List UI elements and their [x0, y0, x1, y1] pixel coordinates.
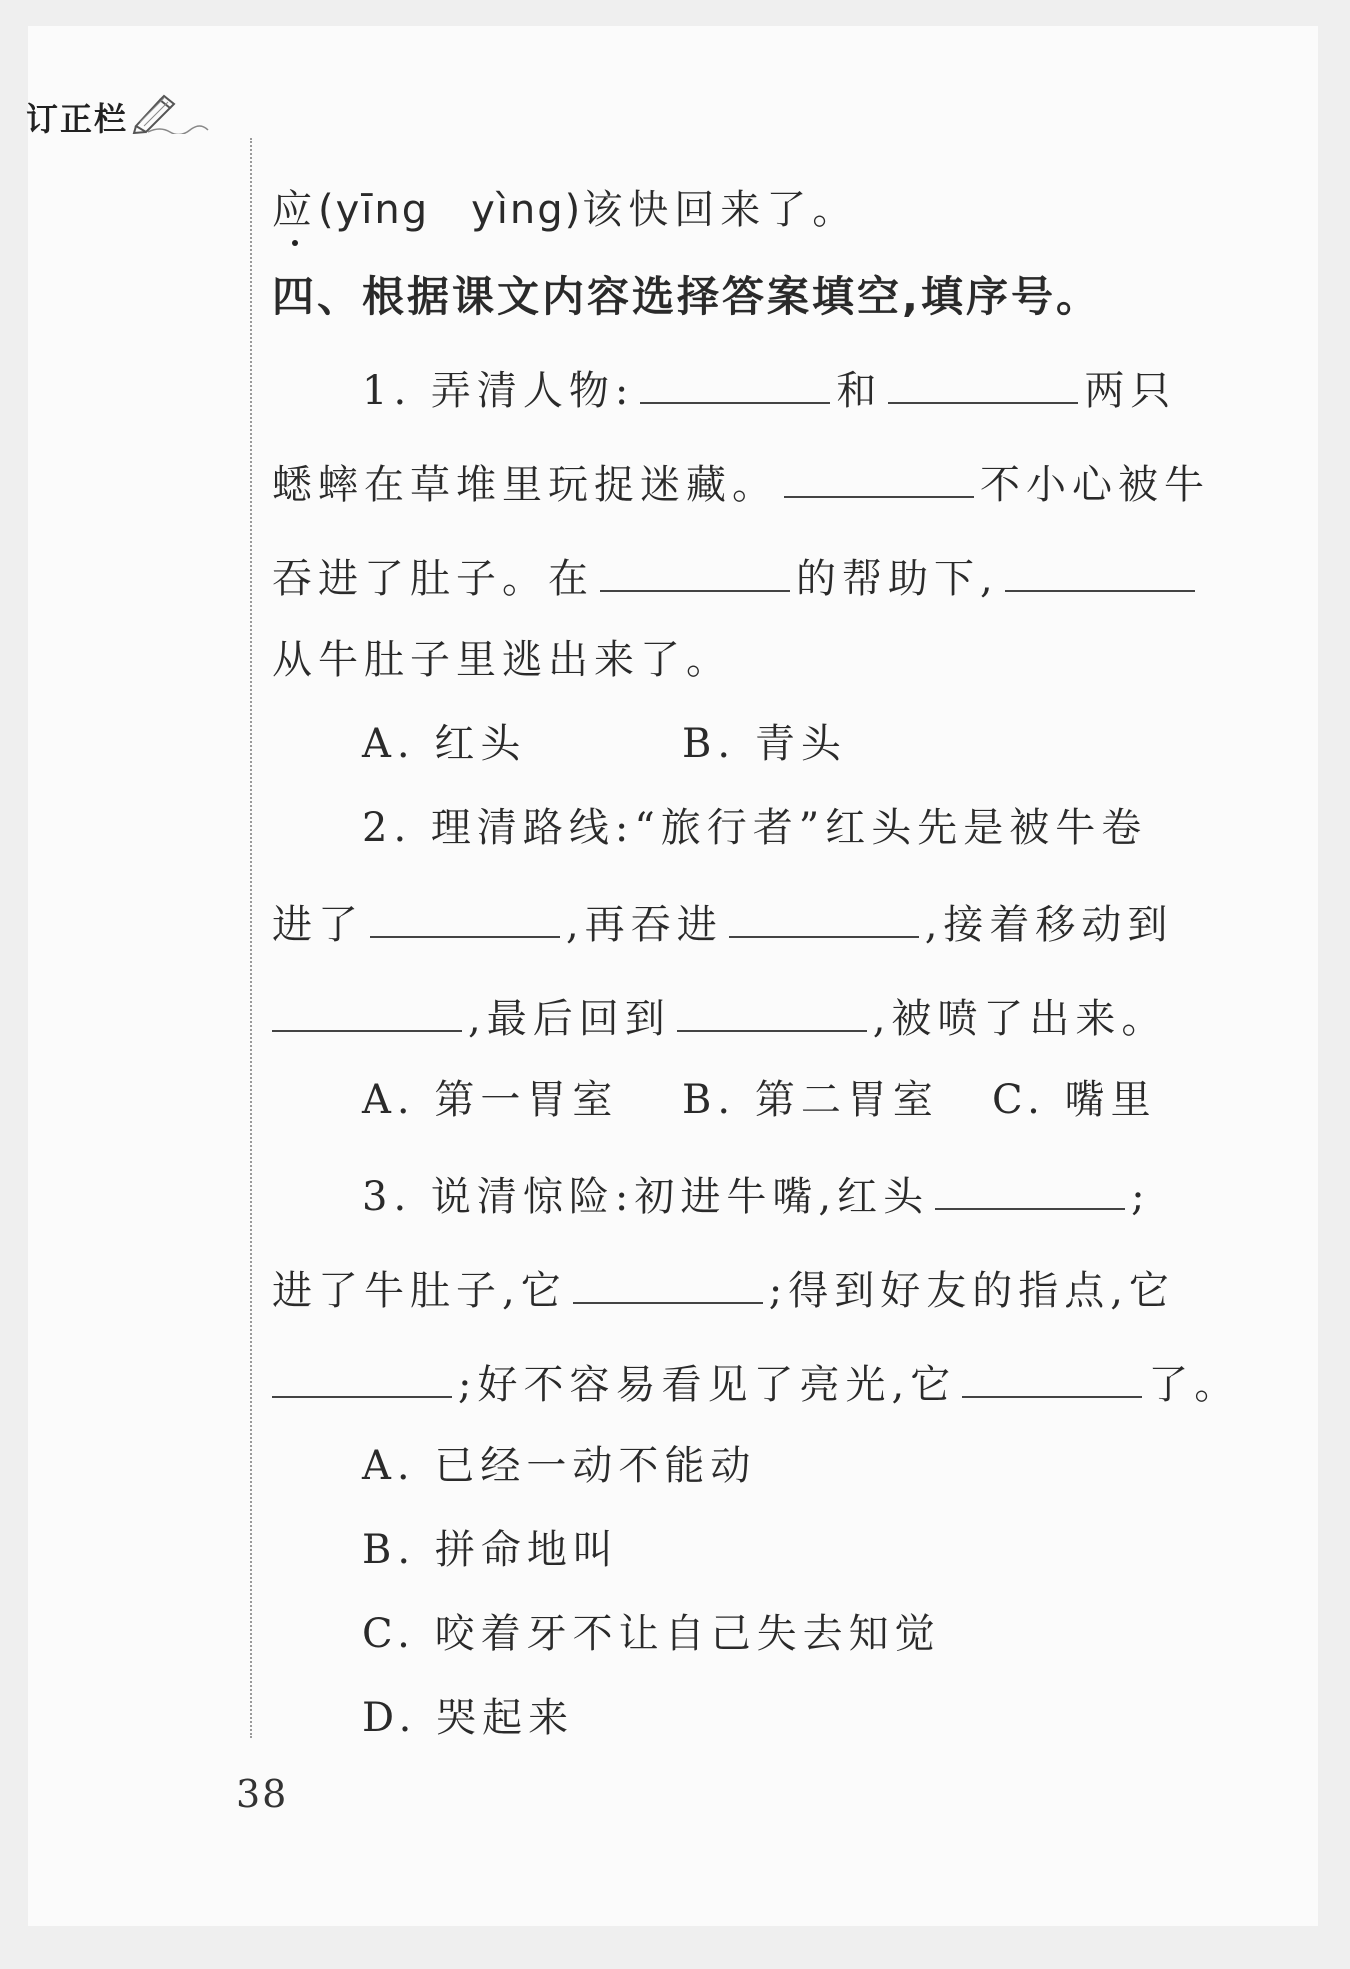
answer-blank[interactable] [888, 368, 1078, 404]
answer-blank[interactable] [272, 1362, 452, 1398]
pinyin-question-line [272, 187, 859, 233]
answer-blank[interactable] [935, 1174, 1125, 1210]
margin-divider [250, 138, 252, 1738]
answer-blank[interactable] [600, 556, 790, 592]
option-a: A. 红头 [362, 721, 527, 767]
option-b: B. 第二胃室 [682, 1077, 939, 1123]
answer-blank[interactable] [370, 902, 560, 938]
q3-text: ; [1131, 1174, 1151, 1220]
q3-line-3 [272, 1362, 1241, 1408]
option-a: A. 第一胃室 [362, 1077, 619, 1123]
q2-text: ,再吞进 [566, 902, 723, 948]
answer-blank[interactable] [640, 368, 830, 404]
answer-blank[interactable] [677, 996, 867, 1032]
q3-line-1 [362, 1174, 1151, 1220]
option-c: C. 嘴里 [992, 1077, 1157, 1123]
q1-line-1 [362, 368, 1177, 414]
dotted-character: 应 [272, 187, 318, 233]
q3-text: ;好不容易看见了亮光,它 [458, 1362, 957, 1408]
q1-text: 不小心被牛 [980, 462, 1210, 508]
q2-text: ,接着移动到 [924, 902, 1174, 948]
q2-text: ,最后回到 [468, 996, 671, 1042]
q3-text: ;得到好友的指点,它 [768, 1268, 1175, 1314]
q3-option-c: C. 咬着牙不让自己失去知觉 [362, 1611, 941, 1657]
q3-line-2 [272, 1268, 1175, 1314]
pencil-icon [130, 92, 210, 138]
correction-column-label: 订正栏 [26, 100, 129, 138]
q1-text: 两只 [1084, 368, 1177, 414]
correction-column-header [26, 92, 210, 140]
q2-line-1: 2. 理清路线:“旅行者”红头先是被牛卷 [362, 805, 1148, 851]
q1-line-2 [272, 462, 1210, 508]
answer-blank[interactable] [1005, 556, 1195, 592]
q2-options [362, 1077, 1157, 1123]
q1-text: 1. 弄清人物: [362, 368, 635, 414]
q2-line-2 [272, 902, 1174, 948]
q1-text: 的帮助下, [796, 556, 999, 602]
q1-text: 蟋蟀在草堆里玩捉迷藏。 [272, 462, 778, 508]
q1-line-4: 从牛肚子里逃出来了。 [272, 637, 732, 683]
answer-blank[interactable] [272, 996, 462, 1032]
q3-option-d: D. 哭起来 [362, 1695, 575, 1741]
pinyin-options: (yīng yìng) [318, 187, 583, 233]
q3-text: 了。 [1148, 1362, 1241, 1408]
q1-text: 和 [836, 368, 883, 414]
answer-blank[interactable] [573, 1268, 763, 1304]
option-b: B. 青头 [682, 721, 847, 767]
page-number: 38 [236, 1772, 289, 1816]
q1-options [362, 721, 847, 767]
q2-line-3 [272, 996, 1168, 1042]
q3-text: 3. 说清惊险:初进牛嘴,红头 [362, 1174, 930, 1220]
q3-option-b: B. 拼命地叫 [362, 1527, 619, 1573]
q2-text: ,被喷了出来。 [872, 996, 1168, 1042]
pinyin-line-rest: 该快回来了。 [582, 187, 859, 233]
q3-option-a: A. 已经一动不能动 [362, 1443, 757, 1489]
answer-blank[interactable] [784, 462, 974, 498]
q1-text: 吞进了肚子。在 [272, 556, 594, 602]
section-heading: 四、根据课文内容选择答案填空,填序号。 [272, 272, 1101, 321]
answer-blank[interactable] [962, 1362, 1142, 1398]
q1-line-3 [272, 556, 1201, 602]
answer-blank[interactable] [729, 902, 919, 938]
q3-text: 进了牛肚子,它 [272, 1268, 567, 1314]
q2-text: 进了 [272, 902, 364, 948]
